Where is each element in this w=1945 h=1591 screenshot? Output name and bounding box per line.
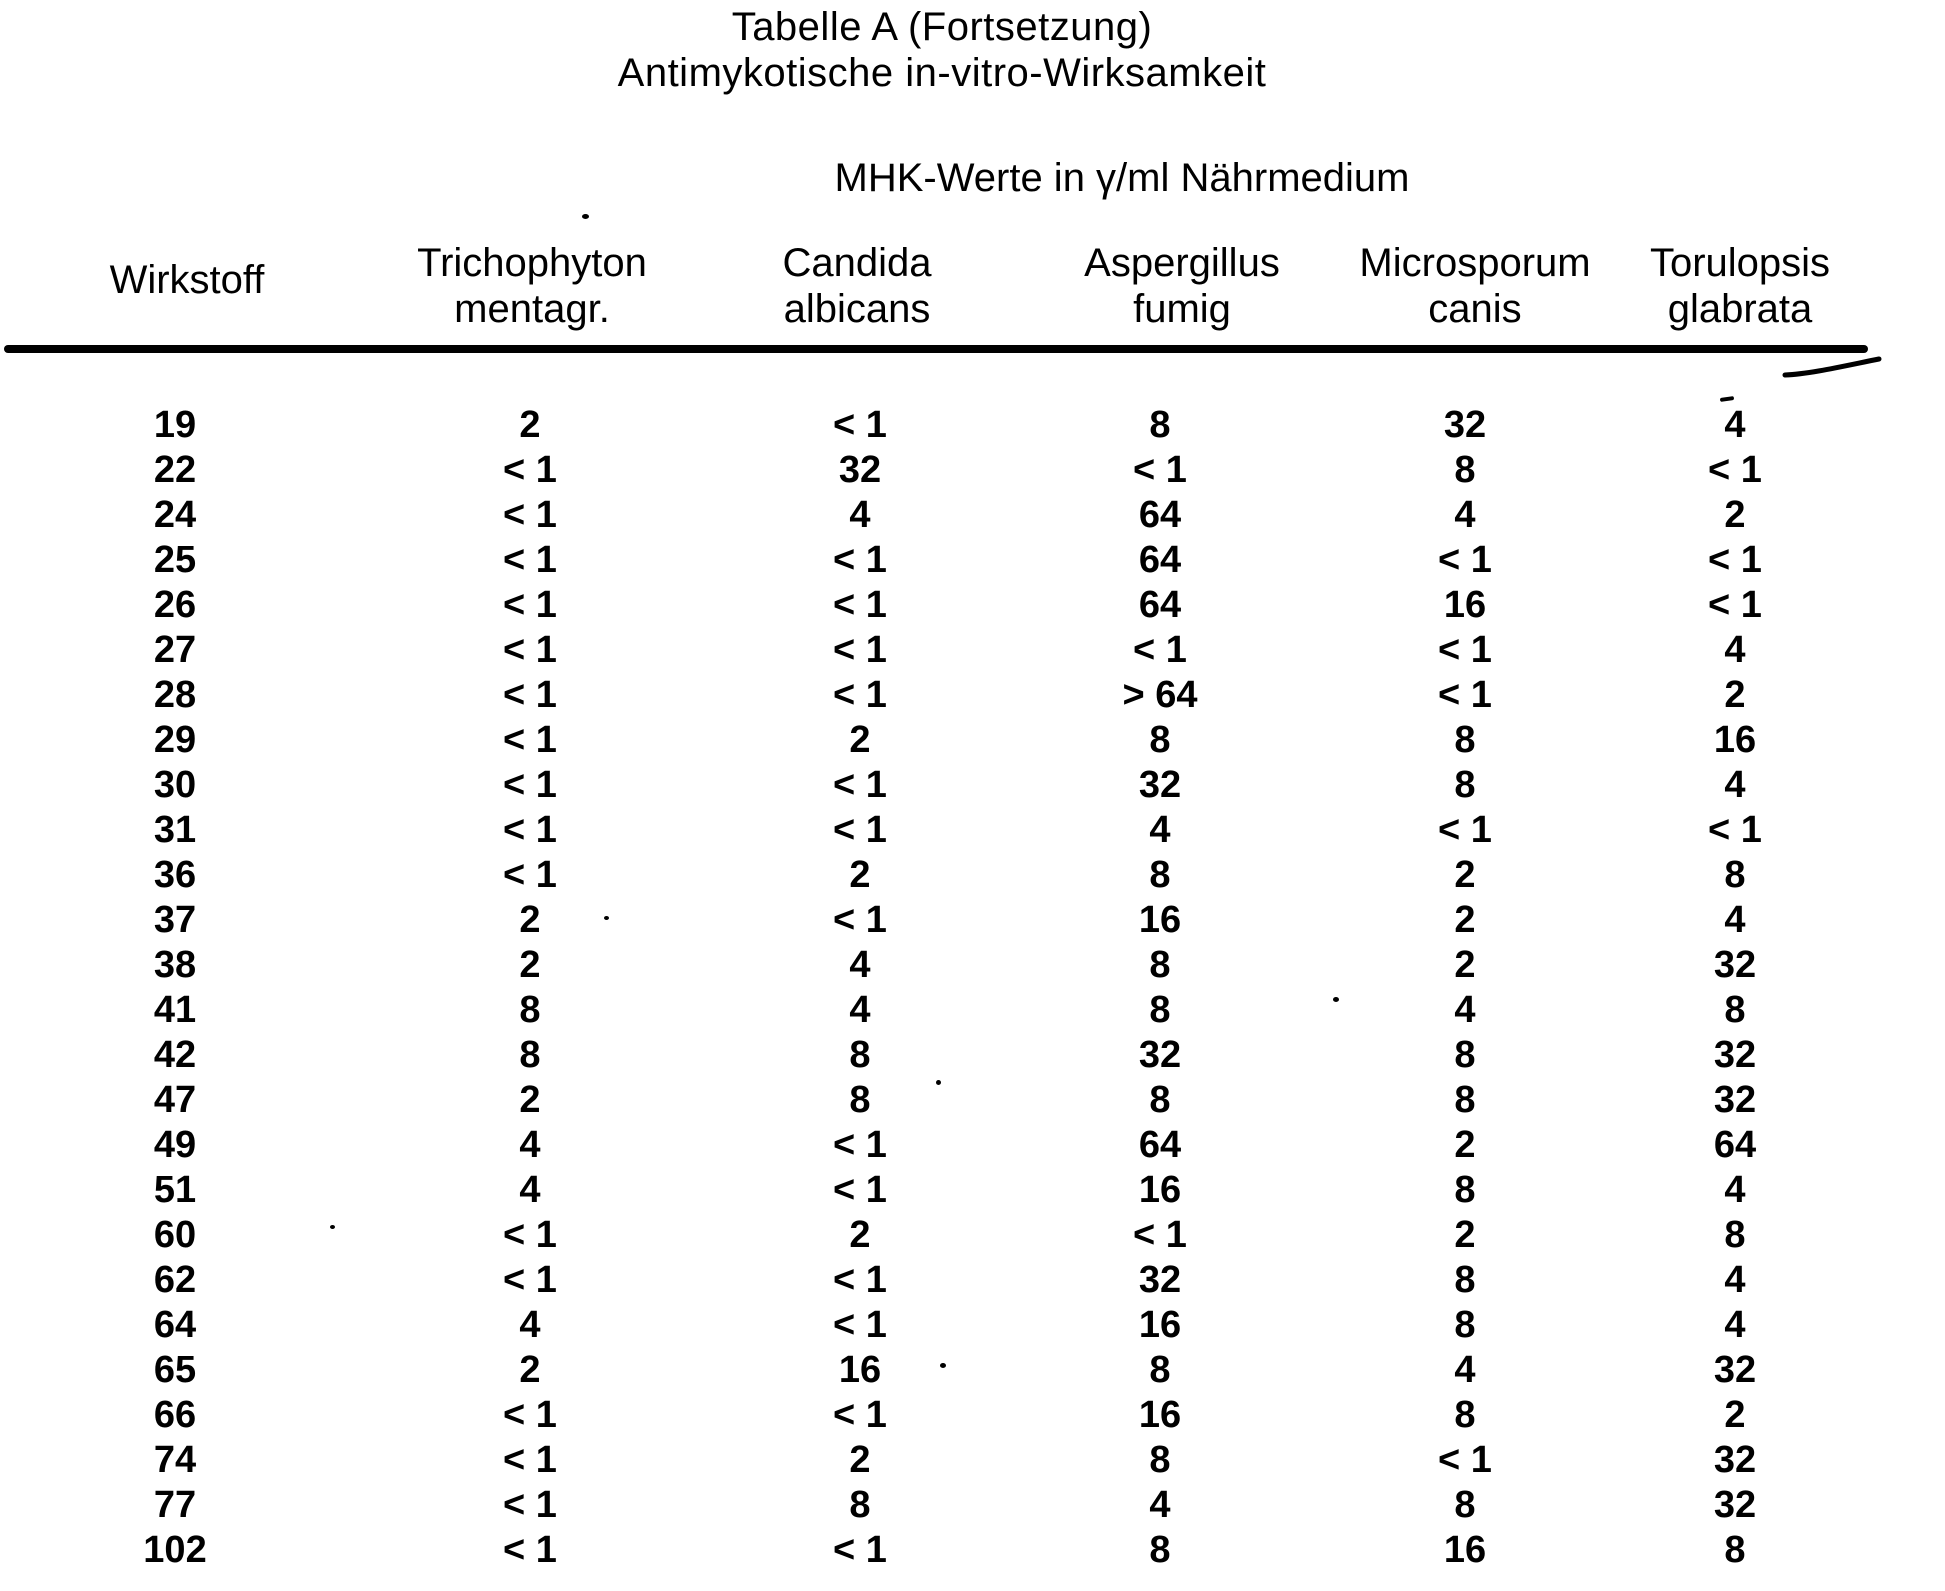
cell-value: 8 — [519, 1034, 541, 1076]
cell-value: 4 — [1454, 1349, 1476, 1391]
scan-artifact-dash — [1720, 396, 1734, 402]
cell-wirkstoff: 66 — [153, 1394, 197, 1436]
table-row — [0, 1528, 1850, 1573]
cell-value: 32 — [838, 449, 882, 491]
cell-wirkstoff: 64 — [153, 1304, 197, 1346]
cell-value: < 1 — [503, 854, 557, 896]
table-row — [0, 448, 1850, 493]
cell-value: 8 — [1724, 1529, 1746, 1571]
cell-wirkstoff: 65 — [153, 1349, 197, 1391]
cell-value: < 1 — [833, 539, 887, 581]
column-header-line1: Candida — [782, 241, 932, 285]
cell-value: 16 — [838, 1349, 882, 1391]
cell-value: 4 — [1724, 764, 1746, 806]
cell-value: 2 — [849, 854, 871, 896]
column-header-line1: Aspergillus — [1084, 241, 1280, 285]
cell-value: 16 — [1443, 584, 1487, 626]
scan-artifact-dot — [582, 214, 589, 219]
cell-value: < 1 — [1438, 539, 1492, 581]
cell-value: 4 — [1149, 1484, 1171, 1526]
cell-wirkstoff: 30 — [153, 764, 197, 806]
cell-wirkstoff: 37 — [153, 899, 197, 941]
cell-value: 4 — [1724, 899, 1746, 941]
cell-wirkstoff: 28 — [153, 674, 197, 716]
cell-value: 8 — [1454, 1079, 1476, 1121]
cell-value: < 1 — [833, 809, 887, 851]
cell-wirkstoff: 41 — [153, 989, 197, 1031]
cell-value: 32 — [1138, 764, 1182, 806]
cell-value: < 1 — [503, 584, 557, 626]
cell-value: 8 — [1149, 944, 1171, 986]
cell-value: 2 — [1724, 674, 1746, 716]
cell-wirkstoff: 24 — [153, 494, 197, 536]
cell-wirkstoff: 29 — [153, 719, 197, 761]
cell-value: < 1 — [503, 1259, 557, 1301]
cell-wirkstoff: 22 — [153, 449, 197, 491]
cell-wirkstoff: 42 — [153, 1034, 197, 1076]
table-row — [0, 853, 1850, 898]
cell-value: < 1 — [503, 449, 557, 491]
units-header: MHK-Werte in γ/ml Nährmedium — [834, 156, 1410, 200]
cell-wirkstoff: 27 — [153, 629, 197, 671]
cell-value: 4 — [849, 989, 871, 1031]
cell-value: < 1 — [1438, 1439, 1492, 1481]
column-header-wirkstoff: Wirkstoff — [109, 258, 265, 302]
table-row — [0, 1438, 1850, 1483]
table-row — [0, 1033, 1850, 1078]
cell-wirkstoff: 38 — [153, 944, 197, 986]
cell-value: 2 — [1724, 1394, 1746, 1436]
cell-value: < 1 — [503, 674, 557, 716]
cell-value: 2 — [1724, 494, 1746, 536]
column-header-line1: Trichophyton — [417, 241, 647, 285]
cell-value: 8 — [519, 989, 541, 1031]
table-row — [0, 1078, 1850, 1123]
cell-value: < 1 — [833, 404, 887, 446]
cell-value: 8 — [1149, 989, 1171, 1031]
column-header-line2: mentagr. — [454, 287, 610, 331]
cell-value: < 1 — [1133, 629, 1187, 671]
cell-value: < 1 — [503, 1394, 557, 1436]
cell-value: < 1 — [503, 494, 557, 536]
cell-value: 32 — [1713, 1034, 1757, 1076]
title-block — [0, 4, 1884, 96]
cell-value: 16 — [1443, 1529, 1487, 1571]
table-row — [0, 673, 1850, 718]
cell-value: 8 — [1149, 1439, 1171, 1481]
cell-wirkstoff: 74 — [153, 1439, 197, 1481]
header-divider-rule — [4, 345, 1868, 353]
cell-value: 8 — [849, 1484, 871, 1526]
cell-value: < 1 — [503, 1214, 557, 1256]
cell-value: 2 — [519, 944, 541, 986]
cell-wirkstoff: 60 — [153, 1214, 197, 1256]
cell-value: < 1 — [1438, 674, 1492, 716]
table-row — [0, 1168, 1850, 1213]
cell-value: 4 — [849, 494, 871, 536]
table-row — [0, 538, 1850, 583]
cell-value: 32 — [1713, 1079, 1757, 1121]
cell-value: < 1 — [1133, 449, 1187, 491]
cell-value: < 1 — [833, 1304, 887, 1346]
table-row — [0, 1213, 1850, 1258]
cell-value: 4 — [1724, 404, 1746, 446]
cell-value: 8 — [1149, 1349, 1171, 1391]
table-subtitle: Antimykotische in-vitro-Wirksamkeit — [617, 51, 1267, 95]
cell-value: 64 — [1138, 494, 1182, 536]
cell-value: 16 — [1138, 899, 1182, 941]
cell-value: 4 — [1724, 1304, 1746, 1346]
cell-value: < 1 — [503, 629, 557, 671]
column-header-torulopsis — [1580, 240, 1900, 332]
table-row — [0, 1123, 1850, 1168]
cell-value: < 1 — [833, 674, 887, 716]
cell-value: 8 — [1454, 764, 1476, 806]
cell-value: 8 — [1149, 719, 1171, 761]
cell-value: 4 — [1724, 1169, 1746, 1211]
cell-value: 8 — [849, 1079, 871, 1121]
cell-value: 16 — [1138, 1304, 1182, 1346]
table-row — [0, 1348, 1850, 1393]
cell-value: < 1 — [833, 1259, 887, 1301]
cell-value: < 1 — [833, 629, 887, 671]
cell-value: 64 — [1138, 584, 1182, 626]
cell-value: 8 — [1724, 1214, 1746, 1256]
cell-wirkstoff: 25 — [153, 539, 197, 581]
cell-value: 2 — [519, 404, 541, 446]
cell-value: 8 — [1454, 1169, 1476, 1211]
table-row — [0, 1303, 1850, 1348]
cell-value: 2 — [1454, 1124, 1476, 1166]
cell-value: 2 — [849, 719, 871, 761]
cell-value: 4 — [1724, 1259, 1746, 1301]
cell-value: 8 — [1454, 1484, 1476, 1526]
cell-value: < 1 — [503, 1529, 557, 1571]
table-row — [0, 808, 1850, 853]
cell-value: < 1 — [833, 584, 887, 626]
cell-value: 8 — [1149, 1079, 1171, 1121]
cell-value: < 1 — [503, 809, 557, 851]
cell-wirkstoff: 47 — [153, 1079, 197, 1121]
cell-value: 16 — [1138, 1394, 1182, 1436]
table-row — [0, 943, 1850, 988]
cell-value: 2 — [519, 899, 541, 941]
table-row — [0, 763, 1850, 808]
cell-value: 2 — [849, 1214, 871, 1256]
cell-value: < 1 — [833, 764, 887, 806]
cell-value: 8 — [1454, 719, 1476, 761]
cell-value: 2 — [519, 1349, 541, 1391]
cell-wirkstoff: 36 — [153, 854, 197, 896]
cell-value: 8 — [1454, 1304, 1476, 1346]
cell-value: 8 — [849, 1034, 871, 1076]
column-header-line1: Torulopsis — [1649, 241, 1831, 285]
cell-value: > 64 — [1122, 674, 1198, 716]
cell-value: 8 — [1454, 1394, 1476, 1436]
table-row — [0, 1483, 1850, 1528]
cell-value: 32 — [1713, 1484, 1757, 1526]
cell-value: 2 — [1454, 899, 1476, 941]
cell-wirkstoff: 26 — [153, 584, 197, 626]
cell-value: 2 — [1454, 1214, 1476, 1256]
pen-mark — [1782, 356, 1882, 380]
cell-wirkstoff: 102 — [143, 1529, 207, 1571]
table-row — [0, 898, 1850, 943]
cell-value: 8 — [1724, 989, 1746, 1031]
cell-value: < 1 — [1438, 629, 1492, 671]
column-header-line1: Microsporum — [1359, 241, 1591, 285]
cell-wirkstoff: 19 — [153, 404, 197, 446]
mhk-table-body — [0, 403, 1850, 1573]
cell-value: 8 — [1454, 1034, 1476, 1076]
cell-value: 64 — [1713, 1124, 1757, 1166]
cell-wirkstoff: 49 — [153, 1124, 197, 1166]
cell-value: < 1 — [503, 539, 557, 581]
cell-value: < 1 — [1438, 809, 1492, 851]
cell-value: < 1 — [503, 764, 557, 806]
cell-value: < 1 — [1708, 809, 1762, 851]
cell-value: < 1 — [1133, 1214, 1187, 1256]
cell-value: 32 — [1713, 1439, 1757, 1481]
cell-value: 32 — [1138, 1034, 1182, 1076]
column-header-candida — [697, 240, 1017, 332]
column-header-trichophyton — [372, 240, 692, 332]
table-row — [0, 583, 1850, 628]
cell-value: < 1 — [833, 899, 887, 941]
column-header-line2: glabrata — [1667, 287, 1813, 331]
cell-value: < 1 — [1708, 539, 1762, 581]
cell-value: 16 — [1138, 1169, 1182, 1211]
cell-value: 2 — [1454, 944, 1476, 986]
cell-wirkstoff: 77 — [153, 1484, 197, 1526]
cell-wirkstoff: 31 — [153, 809, 197, 851]
cell-value: 32 — [1138, 1259, 1182, 1301]
cell-value: < 1 — [833, 1124, 887, 1166]
table-title: Tabelle A (Fortsetzung) — [731, 5, 1153, 49]
cell-value: 32 — [1443, 404, 1487, 446]
table-row — [0, 1393, 1850, 1438]
cell-value: 32 — [1713, 944, 1757, 986]
cell-wirkstoff: 51 — [153, 1169, 197, 1211]
cell-value: < 1 — [833, 1529, 887, 1571]
cell-value: 8 — [1724, 854, 1746, 896]
cell-value: < 1 — [503, 719, 557, 761]
cell-value: 2 — [519, 1079, 541, 1121]
table-row — [0, 628, 1850, 673]
column-header-line2: canis — [1428, 287, 1522, 331]
column-header-aspergillus — [1022, 240, 1342, 332]
cell-value: 32 — [1713, 1349, 1757, 1391]
cell-value: 64 — [1138, 539, 1182, 581]
cell-value: 4 — [849, 944, 871, 986]
column-header-line2: albicans — [783, 287, 931, 331]
cell-value: 8 — [1454, 449, 1476, 491]
cell-value: < 1 — [833, 1394, 887, 1436]
cell-value: 64 — [1138, 1124, 1182, 1166]
cell-value: 4 — [1149, 809, 1171, 851]
cell-value: 8 — [1149, 1529, 1171, 1571]
table-row — [0, 988, 1850, 1033]
cell-value: < 1 — [503, 1484, 557, 1526]
mhk-table — [0, 403, 1850, 1573]
column-header-line2: fumig — [1133, 287, 1231, 331]
cell-value: 8 — [1149, 854, 1171, 896]
cell-value: 8 — [1454, 1259, 1476, 1301]
cell-value: 4 — [1724, 629, 1746, 671]
cell-value: < 1 — [833, 1169, 887, 1211]
cell-wirkstoff: 62 — [153, 1259, 197, 1301]
cell-value: 2 — [1454, 854, 1476, 896]
cell-value: 4 — [519, 1124, 541, 1166]
table-row — [0, 1258, 1850, 1303]
cell-value: 4 — [519, 1304, 541, 1346]
table-row — [0, 493, 1850, 538]
cell-value: 2 — [849, 1439, 871, 1481]
cell-value: 4 — [1454, 494, 1476, 536]
cell-value: 8 — [1149, 404, 1171, 446]
cell-value: < 1 — [1708, 584, 1762, 626]
cell-value: 4 — [519, 1169, 541, 1211]
cell-value: 16 — [1713, 719, 1757, 761]
table-row — [0, 403, 1850, 448]
cell-value: 4 — [1454, 989, 1476, 1031]
cell-value: < 1 — [1708, 449, 1762, 491]
table-row — [0, 718, 1850, 763]
cell-value: < 1 — [503, 1439, 557, 1481]
